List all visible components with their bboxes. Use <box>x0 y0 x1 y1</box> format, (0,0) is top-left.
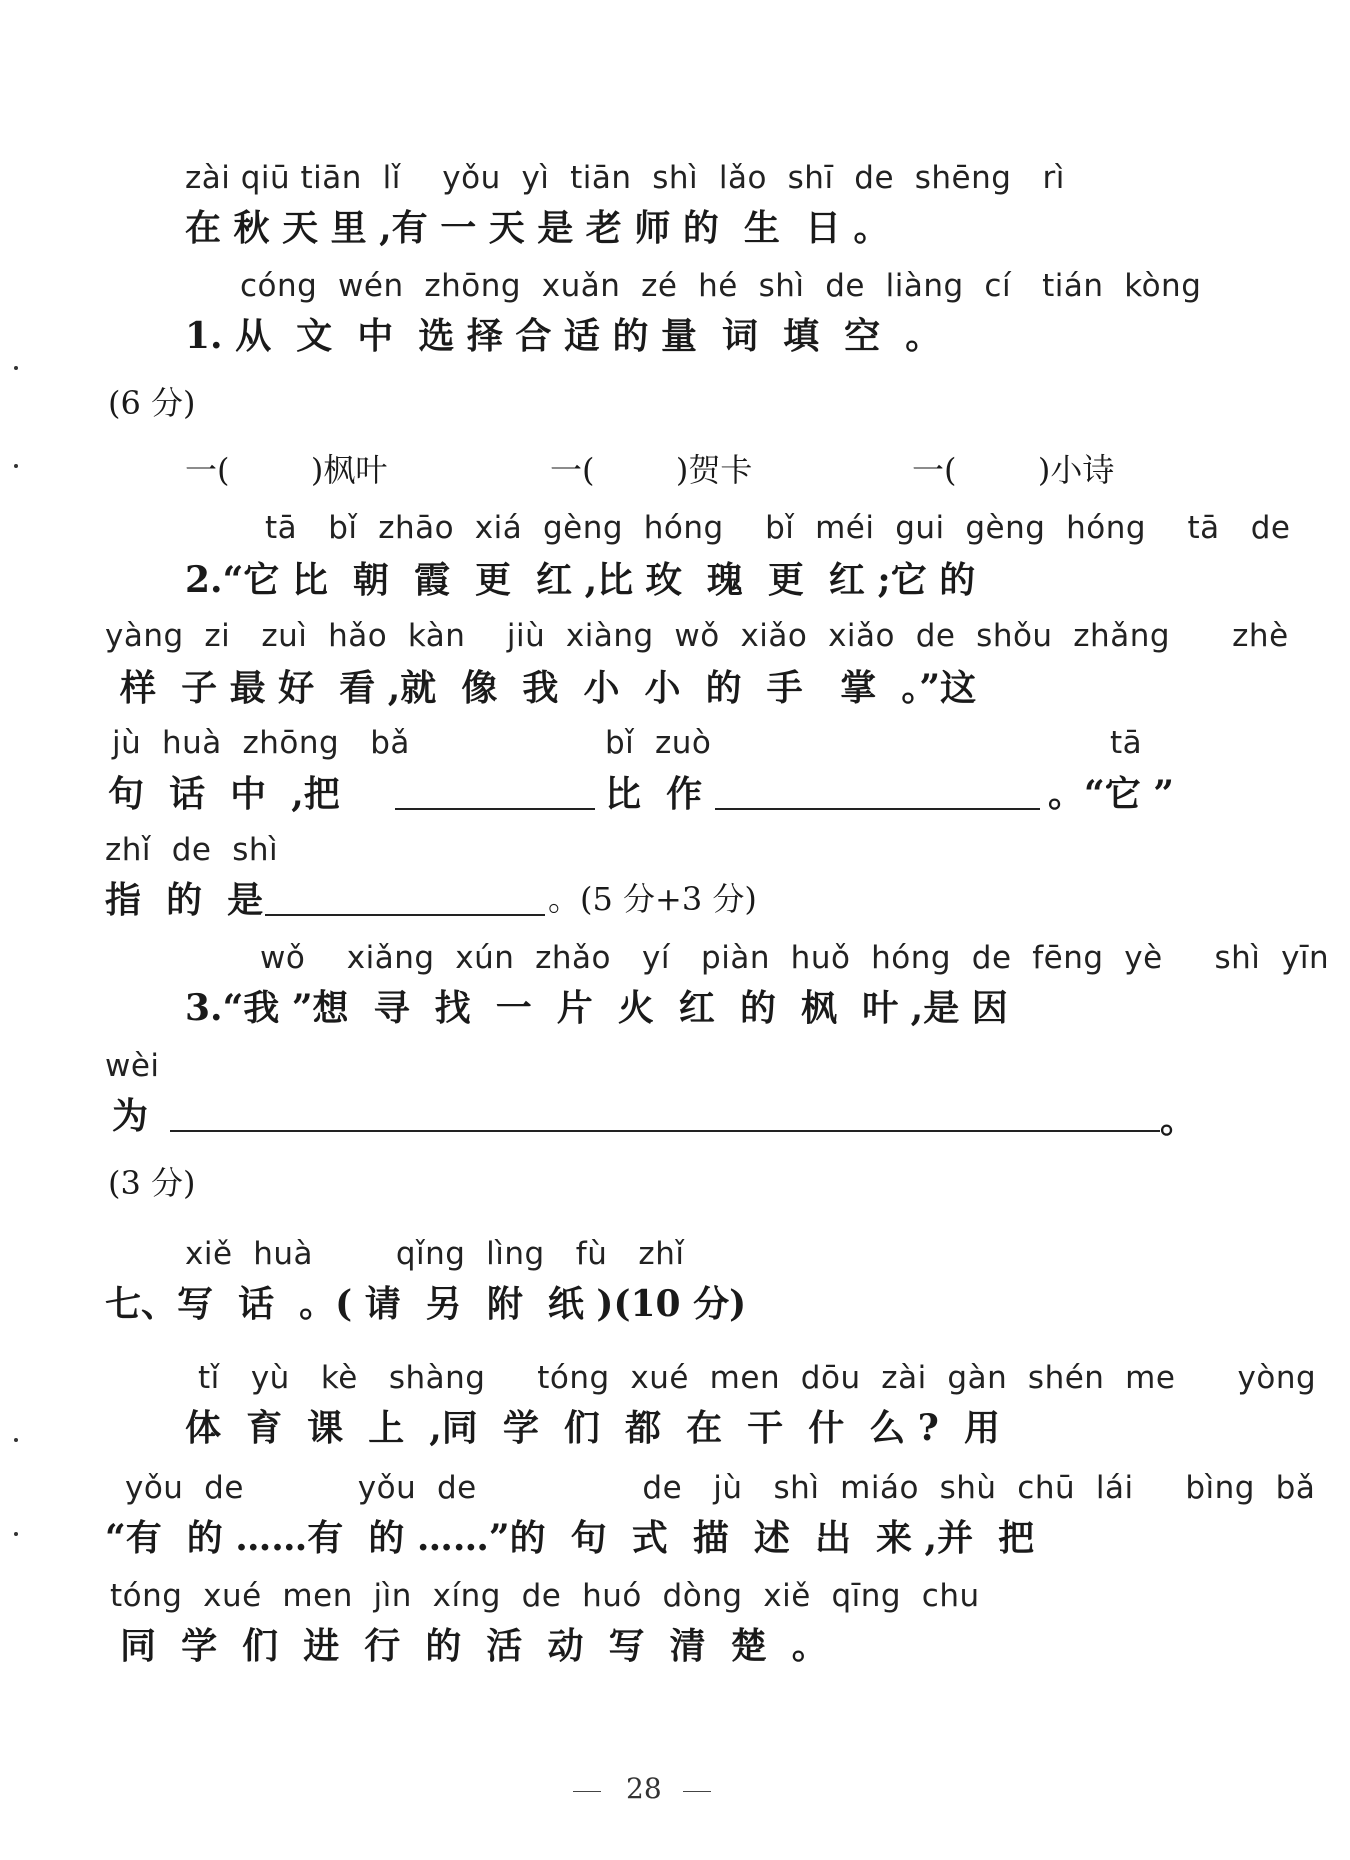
q2-text-2: 样 子 最 好 看 ,就 像 我 小 小 的 手 掌 。”这 <box>120 667 977 709</box>
q2-pinyin-3c: tā <box>1110 725 1143 761</box>
q2-pinyin-2: yàng zi zuì hǎo kàn jiù xiàng wǒ xiǎo xiǎo de shǒu zhǎng zhè <box>105 618 1289 654</box>
q1-pinyin: cóng wén zhōng xuǎn zé hé shì de liàng cí tián kòng <box>240 268 1202 304</box>
q2-pinyin-3a: jù huà zhōng bǎ <box>112 725 410 761</box>
intro-text: 在 秋 天 里 ,有 一 天 是 老 师 的 生 日 。 <box>185 207 890 249</box>
margin-dot <box>14 1532 18 1536</box>
q2-blank-3[interactable] <box>265 914 545 916</box>
section7-line1-text: 体 育 课 上 ,同 学 们 都 在 干 什 么 ? 用 <box>185 1407 1000 1449</box>
margin-dot <box>14 1438 18 1442</box>
q3-end: 。 <box>1160 1099 1197 1141</box>
margin-dot <box>14 366 18 370</box>
q2-text-4a: 指 的 是 <box>105 879 264 921</box>
page-number-dash-left <box>573 1791 601 1792</box>
section7-line2-pinyin: yǒu de yǒu de de jù shì miáo shù chū lái bìng bǎ <box>125 1470 1316 1506</box>
section7-line2-text: “有 的 ……有 的 ……”的 句 式 描 述 出 来 ,并 把 <box>105 1517 1035 1559</box>
q3-text: 3.“我 ”想 寻 找 一 片 火 红 的 枫 叶 ,是 因 <box>185 987 1008 1029</box>
q2-text-3a: 句 话 中 ,把 <box>108 773 340 815</box>
q2-text-3c: 。“它 ” <box>1048 773 1174 815</box>
intro-pinyin: zài qiū tiān lǐ yǒu yì tiān shì lǎo shī de shēng rì <box>185 160 1065 196</box>
q2-score: 。(5 分+3 分) <box>548 880 757 918</box>
q2-pinyin-1: tā bǐ zhāo xiá gèng hóng bǐ méi gui gèng hóng tā de <box>265 510 1291 546</box>
q2-blank-1[interactable] <box>395 808 595 810</box>
section7-line3-pinyin: tóng xué men jìn xíng de huó dòng xiě qīng chu <box>110 1578 980 1614</box>
q2-blank-2[interactable] <box>715 808 1040 810</box>
q3-text-2: 为 <box>112 1095 149 1137</box>
q1-item-maple: 一( )枫叶 <box>185 451 388 489</box>
page-number: 28 <box>626 1772 662 1805</box>
q2-text-1: 2.“它 比 朝 霞 更 红 ,比 玫 瑰 更 红 ;它 的 <box>185 559 976 601</box>
q3-pinyin-2: wèi <box>105 1048 160 1084</box>
q3-score: (3 分) <box>108 1164 196 1202</box>
q1-item-poem: 一( )小诗 <box>912 451 1115 489</box>
margin-dot <box>14 464 18 468</box>
section7-line1-pinyin: tǐ yù kè shàng tóng xué men dōu zài gàn shén me yòng <box>198 1360 1317 1396</box>
page-number-dash-right <box>683 1791 711 1792</box>
section7-line3-text: 同 学 们 进 行 的 活 动 写 清 楚 。 <box>120 1625 828 1667</box>
q1-text: 1. 从 文 中 选 择 合 适 的 量 词 填 空 。 <box>185 315 942 357</box>
q3-pinyin: wǒ xiǎng xún zhǎo yí piàn huǒ hóng de fēng yè shì yīn <box>260 940 1330 976</box>
q2-pinyin-4: zhǐ de shì <box>105 832 279 868</box>
q2-pinyin-3b: bǐ zuò <box>605 725 712 761</box>
q3-blank[interactable] <box>170 1130 1160 1132</box>
q1-item-card: 一( )贺卡 <box>550 451 753 489</box>
q2-text-3b: 比 作 <box>605 773 703 815</box>
section7-pinyin: xiě huà qǐng lìng fù zhǐ <box>185 1236 685 1272</box>
section7-title: 七、写 话 。( 请 另 附 纸 )(10 分) <box>105 1283 747 1325</box>
q1-score: (6 分) <box>108 384 196 422</box>
